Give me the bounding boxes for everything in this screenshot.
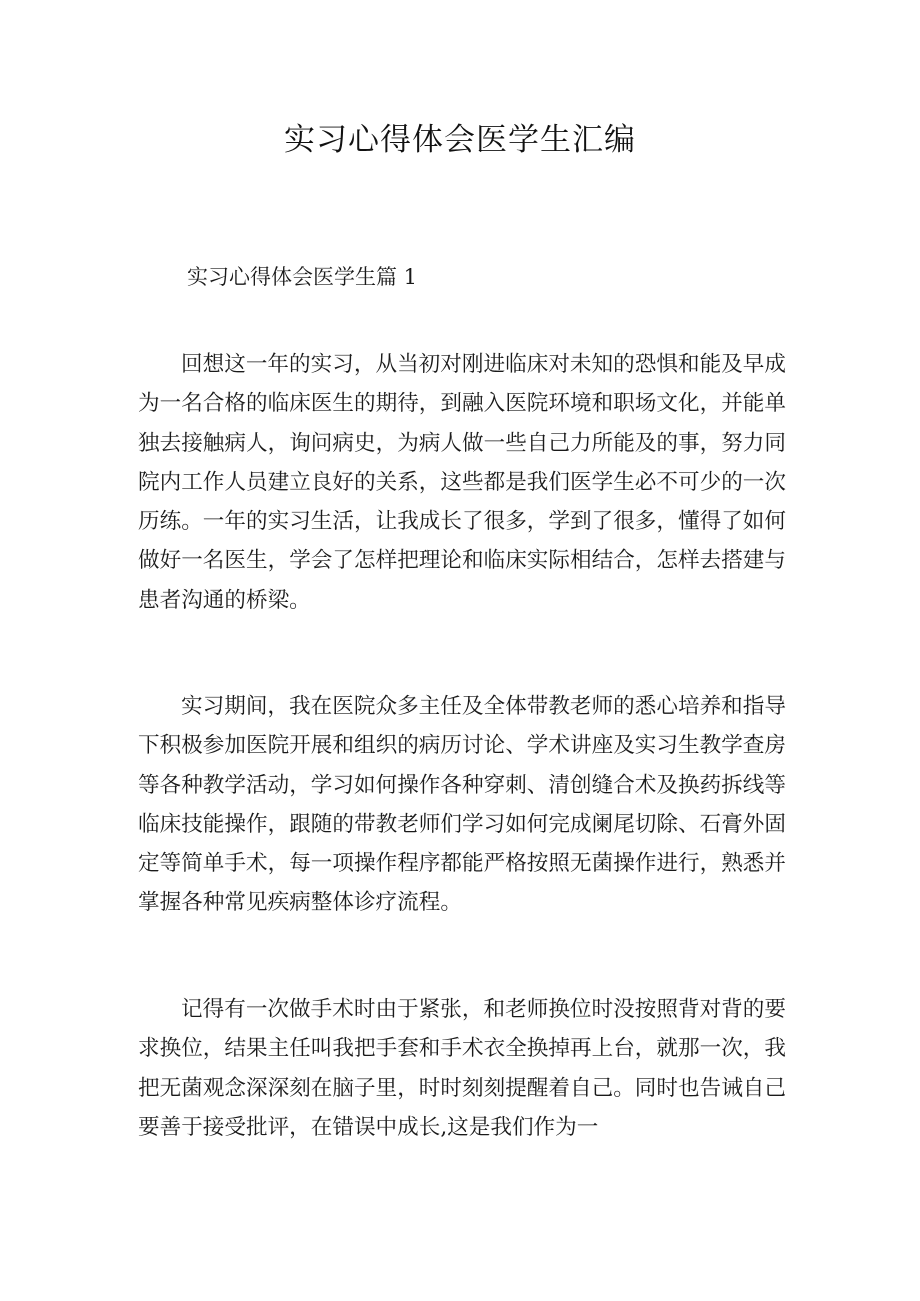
body-paragraph-3: 记得有一次做手术时由于紧张，和老师换位时没按照背对背的要求换位，结果主任叫我把手套和手术衣全换掉再上台，就那一次，我把无菌观念深深刻在脑子里，时时刻刻提醒着自己。同时也告诫自己要善于接受批评，在错误中成长,这是我们作为一 <box>138 997 786 1140</box>
body-paragraph-2: 实习期间，我在医院众多主任及全体带教老师的悉心培养和指导下积极参加医院开展和组织的病历讨论、学术讲座及实习生教学查房等各种教学活动，学习如何操作各种穿刺、清创缝合术及换药拆线等临床技能操作，跟随的带教老师们学习如何完成阑尾切除、石膏外固定等简单手术，每一项操作程序都能严格按照无菌操作进行，熟悉并掌握各种常见疾病整体诊疗流程。 <box>138 694 786 916</box>
document-title: 实习心得体会医学生汇编 <box>284 122 636 158</box>
body-paragraph-1: 回想这一年的实习，从当初对刚进临床对未知的恐惧和能及早成为一名合格的临床医生的期待，到融入医院环境和职场文化，并能单独去接触病人，询问病史，为病人做一些自己力所能及的事，努力同院内工作人员建立良好的关系，这些都是我们医学生必不可少的一次历练。一年的实习生活，让我成长了很多，学到了很多，懂得了如何做好一名医生，学会了怎样把理论和临床实际相结合，怎样去搭建与患者沟通的桥梁。 <box>138 352 786 613</box>
section-heading: 实习心得体会医学生篇 1 <box>187 265 418 289</box>
